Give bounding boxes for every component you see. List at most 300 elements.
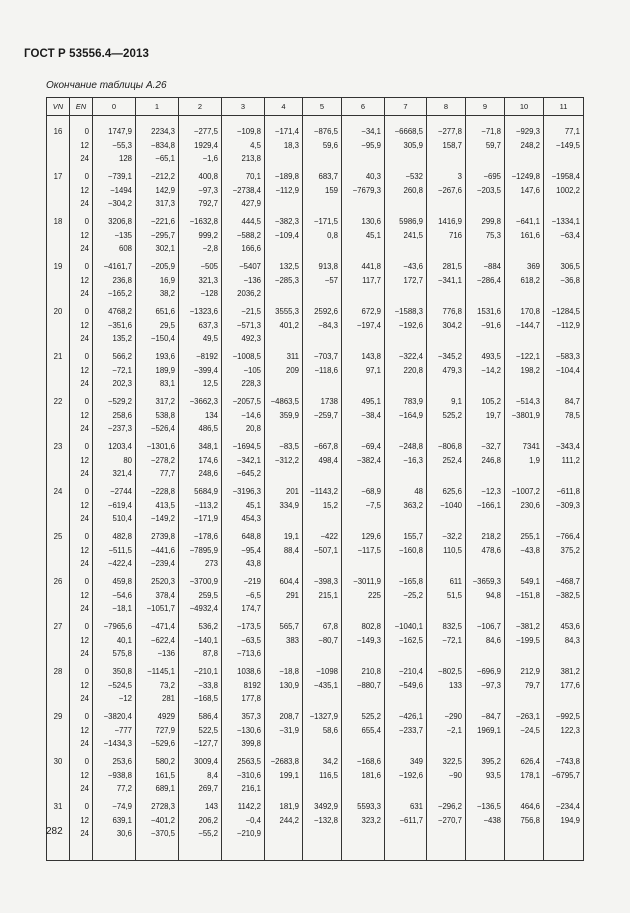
cell-value: −381,2 [515,622,540,631]
value-cell [179,395,222,440]
cell-value: −168,6 [356,757,381,766]
value-cell [427,215,466,260]
cell-value: 201 [285,487,299,496]
cell-value: 142,9 [155,185,175,195]
value-cell [544,755,584,800]
cell-value: 248,6 [198,469,218,479]
vn-value: 27 [53,622,63,631]
en-value: 12 [80,770,89,780]
cell-value [342,197,381,211]
cell-value: 302,1 [155,244,175,254]
cell-value [265,377,299,391]
cell-value: 59,7 [485,140,501,150]
en-value: 12 [80,815,89,825]
cell-value: −3011,9 [353,577,381,586]
cell-value: −68,9 [361,487,381,496]
cell-value: −532 [405,172,423,181]
value-cell [93,575,136,620]
cell-value: −136,5 [476,802,501,811]
cell-value: 4768,2 [108,307,132,316]
cell-value: −234,4 [555,802,580,811]
cell-value: 2592,6 [314,307,338,316]
cell-value [385,152,423,166]
cell-value: 236,8 [112,275,132,285]
cell-value: −113,2 [194,500,218,510]
value-cell [265,575,303,620]
cell-value: 12,5 [202,379,218,389]
value-cell [222,305,265,350]
cell-value: 133 [448,680,462,690]
cell-value: −8192 [196,352,218,361]
cell-value: −641,1 [515,217,540,226]
cell-value: 291 [285,590,299,600]
table-row [47,350,584,395]
cell-value: −7895,9 [189,545,218,555]
cell-value: 672,9 [361,307,381,316]
table-row [47,215,584,260]
cell-value: −55,2 [198,829,218,839]
cell-value [544,557,580,571]
value-cell [179,710,222,755]
value-cell [427,260,466,305]
cell-value: −24,5 [520,725,540,735]
cell-value: 7341 [522,442,540,451]
cell-value: 135,2 [112,334,132,344]
cell-value: 400,8 [198,172,218,181]
cell-value: 67,8 [322,622,338,631]
value-cell [303,116,342,171]
cell-value: −7,5 [365,500,381,510]
cell-value: 122,3 [560,725,580,735]
value-cell [179,665,222,710]
cell-value: −43,6 [403,262,423,271]
cell-value: −304,2 [107,199,132,209]
value-cell [544,710,584,755]
cell-value: −1051,7 [146,604,175,614]
value-cell [544,305,584,350]
cell-value: 536,2 [198,622,218,631]
value-cell [466,710,505,755]
cell-value: −529,6 [150,739,175,749]
cell-value: 486,5 [198,424,218,434]
value-cell [303,170,342,215]
cell-value [303,782,338,796]
cell-value: 111,2 [561,455,580,465]
en-cell [70,395,93,440]
value-cell [427,116,466,171]
cell-value: −703,7 [313,352,338,361]
cell-value: −270,7 [437,815,462,825]
en-value: 24 [80,154,89,164]
column-header: 10 [505,98,544,116]
vn-value: 16 [53,127,63,136]
cell-value: −3820,4 [103,712,132,721]
cell-value: 401,2 [279,320,299,330]
value-cell [222,350,265,395]
vn-cell [47,665,70,710]
cell-value: −162,5 [398,635,423,645]
cell-value: 2739,8 [151,532,175,541]
cell-value: 77,2 [116,784,132,794]
cell-value [544,467,580,481]
value-cell [505,710,544,755]
value-cell [303,260,342,305]
cell-value: −1249,8 [511,172,540,181]
cell-value: −611,7 [399,815,423,825]
cell-value: −343,4 [555,442,580,451]
value-cell [303,755,342,800]
cell-value: −71,8 [481,127,501,136]
cell-value: −370,5 [150,829,175,839]
cell-value: 29,5 [159,320,175,330]
cell-value [544,242,580,256]
cell-value: −109,8 [236,127,261,136]
value-cell [265,800,303,861]
cell-value: 639,1 [112,815,132,825]
en-value: 24 [80,604,89,614]
cell-value [544,782,580,796]
value-cell [303,215,342,260]
cell-value: 105,2 [481,397,501,406]
cell-value [385,242,423,256]
value-cell [427,170,466,215]
cell-value: −1,6 [202,154,218,164]
cell-value [385,692,423,706]
value-cell [303,575,342,620]
en-cell [70,575,93,620]
cell-value: 70,1 [245,172,261,181]
en-value: 24 [80,559,89,569]
cell-value: 230,6 [520,500,540,510]
cell-value: 792,7 [198,199,218,209]
cell-value: 18,3 [283,140,299,150]
value-cell [136,485,179,530]
cell-value: 441,8 [361,262,381,271]
cell-value: −203,5 [476,185,501,195]
cell-value: −210,9 [236,829,261,839]
cell-value: 381,2 [560,667,580,676]
vn-value: 18 [53,217,63,226]
cell-value: 802,8 [361,622,381,631]
cell-value: 383 [285,635,299,645]
cell-value [303,287,338,301]
cell-value: 93,5 [485,770,501,780]
value-cell [427,665,466,710]
cell-value: −84,7 [481,712,501,721]
column-header: VN [47,98,70,116]
cell-value: −529,2 [107,397,132,406]
cell-value [265,197,299,211]
cell-value: 77,7 [159,469,175,479]
value-cell [342,215,385,260]
cell-value: −149,3 [356,635,381,645]
cell-value: 479,3 [442,365,462,375]
cell-value: −160,8 [398,545,423,555]
cell-value: 566,2 [112,352,132,361]
column-header: 9 [466,98,505,116]
cell-value [385,782,423,796]
cell-value: −63,4 [560,230,580,240]
value-cell [222,665,265,710]
cell-value: 689,1 [155,784,175,794]
value-cell [265,395,303,440]
value-cell [385,485,427,530]
cell-value: −130,6 [236,725,261,735]
table-row [47,116,584,171]
cell-value: −6,5 [245,590,261,600]
vn-value: 25 [53,532,63,541]
en-value: 0 [84,217,89,226]
value-cell [385,440,427,485]
cell-value: 208,7 [279,712,299,721]
cell-value: −117,5 [357,545,381,555]
cell-value [427,287,462,301]
cell-value: 5986,9 [399,217,423,226]
en-value: 24 [80,784,89,794]
en-value: 0 [84,712,89,721]
cell-value [265,287,299,301]
cell-value [265,512,299,526]
en-cell [70,665,93,710]
value-cell [93,800,136,861]
value-cell [427,755,466,800]
cell-value: −259,7 [313,410,338,420]
cell-value [265,827,299,841]
cell-value [427,557,462,571]
cell-value [385,422,423,436]
value-cell [505,800,544,861]
value-cell [544,215,584,260]
value-cell [342,305,385,350]
cell-value: 166,6 [241,244,261,254]
value-cell [505,260,544,305]
cell-value: −55,3 [112,140,132,150]
cell-value [544,602,580,616]
value-cell [303,530,342,575]
cell-value: 75,3 [485,230,501,240]
cell-value: 255,1 [520,532,540,541]
cell-value: 454,3 [241,514,261,524]
value-cell [505,575,544,620]
cell-value: −2057,5 [232,397,261,406]
cell-value [385,737,423,751]
cell-value: −32,2 [442,532,462,541]
cell-value: −1040 [440,500,462,510]
cell-value: −549,6 [398,680,423,690]
en-cell [70,260,93,305]
column-header: 6 [342,98,385,116]
cell-value: 3009,4 [194,757,218,766]
cell-value [466,242,501,256]
value-cell [385,116,427,171]
value-cell [265,170,303,215]
cell-value: 459,8 [112,577,132,586]
cell-value [427,377,462,391]
cell-value [466,332,501,346]
cell-value: −277,5 [193,127,218,136]
cell-value: −228,8 [150,487,175,496]
cell-value: −3659,3 [472,577,501,586]
cell-value [342,467,381,481]
vn-value: 26 [53,577,63,586]
cell-value: −57 [324,275,338,285]
cell-value: 38,2 [159,289,175,299]
cell-value: 48 [414,487,423,496]
value-cell [466,800,505,861]
cell-value: −1098 [316,667,338,676]
value-cell [265,305,303,350]
vn-cell [47,260,70,305]
value-cell [505,350,544,395]
cell-value: −36,8 [560,275,580,285]
cell-value: 5684,9 [194,487,218,496]
cell-value: 241,5 [403,230,423,240]
value-cell [544,116,584,171]
cell-value [505,782,540,796]
value-cell [544,260,584,305]
cell-value: −713,6 [236,649,261,659]
cell-value [505,557,540,571]
cell-value: −69,4 [361,442,381,451]
cell-value: −1008,5 [232,352,261,361]
cell-value [466,467,501,481]
cell-value: 323,2 [361,815,381,825]
cell-value: 202,3 [112,379,132,389]
cell-value: −290 [444,712,462,721]
cell-value: 84,7 [564,397,580,406]
cell-value: 2563,5 [237,757,261,766]
value-cell [544,620,584,665]
cell-value: 225 [367,590,381,600]
page-number: 282 [46,826,63,837]
cell-value: −514,3 [515,397,540,406]
cell-value: 464,6 [520,802,540,811]
en-value: 12 [80,230,89,240]
cell-value [505,467,540,481]
cell-value: 304,2 [442,320,462,330]
cell-value: 213,8 [241,154,261,164]
cell-value: −1301,6 [146,442,175,451]
cell-value: 15,2 [322,500,338,510]
cell-value: 2520,3 [151,577,175,586]
cell-value: −766,4 [555,532,580,541]
vn-cell [47,620,70,665]
cell-value [544,377,580,391]
cell-value: 478,6 [481,545,501,555]
cell-value: −7679,3 [352,185,381,195]
column-header: 5 [303,98,342,116]
cell-value: −1588,3 [394,307,423,316]
cell-value: −178,6 [193,532,218,541]
cell-value: −267,6 [437,185,462,195]
cell-value: −90 [448,770,462,780]
value-cell [385,665,427,710]
value-cell [342,575,385,620]
value-cell [342,755,385,800]
cell-value [466,692,501,706]
cell-value [303,152,338,166]
cell-value: 97,1 [365,365,381,375]
cell-value: −278,2 [150,455,175,465]
cell-value: 493,5 [481,352,501,361]
table-header-row [47,98,584,116]
cell-value: −72,1 [112,365,132,375]
cell-value: 525,2 [361,712,381,721]
en-value: 24 [80,334,89,344]
cell-value: −4932,4 [189,604,218,614]
vn-value: 31 [53,802,63,811]
en-value: 0 [84,172,89,181]
value-cell [466,440,505,485]
cell-value: 9,1 [451,397,462,406]
cell-value [265,467,299,481]
column-header: EN [70,98,93,116]
cell-value: 1747,9 [108,127,132,136]
cell-value: 299,8 [481,217,501,226]
cell-value: −777 [114,725,132,735]
cell-value: 158,7 [442,140,462,150]
cell-value: 399,8 [241,739,261,749]
value-cell [427,620,466,665]
cell-value: 482,8 [112,532,132,541]
cell-value: 608 [118,244,132,254]
value-cell [427,485,466,530]
value-cell [179,755,222,800]
cell-value: −95,9 [361,140,381,150]
value-cell [179,215,222,260]
cell-value [342,782,381,796]
cell-value [342,242,381,256]
en-value: 0 [84,127,89,136]
cell-value: −992,5 [555,712,580,721]
value-cell [385,620,427,665]
cell-value: −63,5 [241,635,261,645]
cell-value: 45,1 [245,500,261,510]
vn-value: 28 [53,667,63,676]
cell-value: −441,6 [150,545,175,555]
cell-value: 281 [161,694,175,704]
table-row [47,260,584,305]
cell-value: −4863,5 [270,397,299,406]
cell-value: 253,6 [112,757,132,766]
en-value: 0 [84,577,89,586]
cell-value: −3196,3 [232,487,261,496]
cell-value: −645,2 [236,469,261,479]
cell-value [342,827,381,841]
en-value: 12 [80,320,89,330]
cell-value: 84,3 [564,635,580,645]
cell-value: −526,4 [150,424,175,434]
cell-value [342,557,381,571]
cell-value: −18,1 [112,604,132,614]
cell-value [303,647,338,661]
cell-value [466,377,501,391]
cell-value: 369 [526,262,540,271]
en-value: 12 [80,590,89,600]
cell-value: −212,2 [150,172,175,181]
cell-value: −84,3 [318,320,338,330]
cell-value: 317,3 [155,199,175,209]
value-cell [93,395,136,440]
column-header: 4 [265,98,303,116]
en-value: 24 [80,829,89,839]
cell-value: 510,4 [112,514,132,524]
cell-value: 147,6 [520,185,540,195]
cell-value: −884 [483,262,501,271]
cell-value: −263,1 [515,712,540,721]
cell-value [466,557,501,571]
value-cell [303,710,342,755]
